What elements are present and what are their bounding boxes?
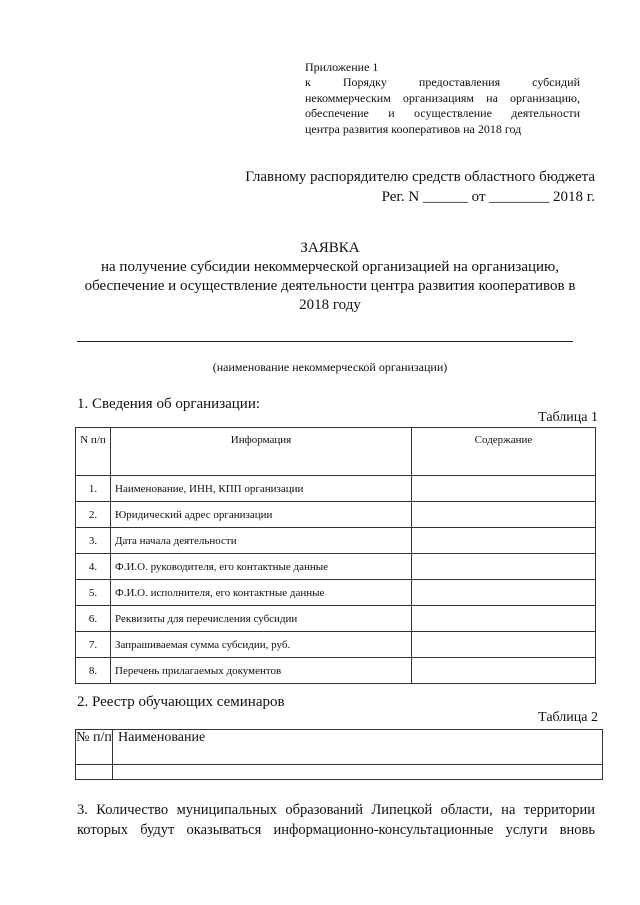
row-content-cell[interactable] <box>412 502 596 528</box>
column-header-name: Наименование <box>113 730 603 765</box>
row-content-cell[interactable] <box>412 554 596 580</box>
appendix-line: центра развития кооперативов на 2018 год <box>305 121 522 136</box>
table-row <box>76 606 596 632</box>
row-number: 3. <box>76 528 111 554</box>
row-info: Юридический адрес организации <box>111 502 412 528</box>
table-row <box>76 765 603 780</box>
application-subtitle-line: на получение субсидии некоммерческой организацией на организацию, <box>101 259 559 275</box>
column-header-content: Содержание <box>412 428 596 476</box>
application-subtitle-line: обеспечение и осуществление деятельности центра развития кооперативов в <box>84 278 576 294</box>
appendix-title: Приложение 1 <box>305 60 379 74</box>
column-header-info: Информация <box>111 428 412 476</box>
row-info: Запрашиваемая сумма субсидии, руб. <box>111 632 412 658</box>
row-content-cell[interactable] <box>412 528 596 554</box>
row-number: 8. <box>76 658 111 684</box>
table-row <box>76 502 596 528</box>
row-number: 6. <box>76 606 111 632</box>
row-number: 1. <box>76 476 111 502</box>
row-content-cell[interactable] <box>412 632 596 658</box>
application-heading: ЗАЯВКА <box>300 240 360 256</box>
row-content-cell[interactable] <box>412 606 596 632</box>
appendix-line: некоммерческим организациям на организацию, <box>305 90 580 105</box>
section-2-title: 2. Реестр обучающих семинаров <box>77 694 285 710</box>
table-header-row <box>76 428 596 476</box>
column-header-num: № п/п <box>76 730 113 765</box>
appendix-note <box>305 60 580 137</box>
column-header-num <box>76 428 111 476</box>
table-row <box>76 528 596 554</box>
table-row <box>76 632 596 658</box>
paragraph-line: которых будут оказываться информационно-консультационные услуги вновь <box>77 822 595 838</box>
empty-cell[interactable] <box>113 765 603 780</box>
organization-info-table <box>75 427 596 684</box>
addressee-line: Главному распорядителю средств областного бюджета <box>245 169 595 185</box>
organization-name-field[interactable] <box>77 341 573 342</box>
table-row <box>76 580 596 606</box>
section-1-title: 1. Сведения об организации: <box>77 396 261 412</box>
row-content-cell[interactable] <box>412 476 596 502</box>
section-3-paragraph <box>77 800 595 840</box>
organization-name-caption: (наименование некоммерческой организации) <box>212 360 448 374</box>
table-2-label: Таблица 2 <box>538 710 598 725</box>
table-row <box>76 554 596 580</box>
row-info: Ф.И.О. исполнителя, его контактные данные <box>111 580 412 606</box>
appendix-line: к Порядку предоставления субсидий <box>305 75 580 90</box>
application-title <box>40 239 620 315</box>
seminars-registry-table <box>75 729 603 780</box>
addressee-block <box>245 167 595 207</box>
table-row <box>76 658 596 684</box>
row-content-cell[interactable] <box>412 658 596 684</box>
row-number: 7. <box>76 632 111 658</box>
row-info: Ф.И.О. руководителя, его контактные данные <box>111 554 412 580</box>
row-info: Дата начала деятельности <box>111 528 412 554</box>
empty-cell[interactable] <box>76 765 113 780</box>
column-header-num-text: N п/п <box>80 434 106 446</box>
row-number: 5. <box>76 580 111 606</box>
application-subtitle-line: 2018 году <box>299 297 361 313</box>
row-info: Наименование, ИНН, КПП организации <box>111 476 412 502</box>
appendix-line: обеспечение и осуществление деятельности <box>305 106 580 121</box>
row-content-cell[interactable] <box>412 580 596 606</box>
table-1-label: Таблица 1 <box>538 410 598 425</box>
row-number: 2. <box>76 502 111 528</box>
row-info: Перечень прилагаемых документов <box>111 658 412 684</box>
row-number: 4. <box>76 554 111 580</box>
paragraph-line: 3. Количество муниципальных образований Липецкой области, на территории <box>77 802 595 818</box>
row-info: Реквизиты для перечисления субсидии <box>111 606 412 632</box>
table-header-row <box>76 730 603 765</box>
table-row <box>76 476 596 502</box>
registration-line: Рег. N ______ от ________ 2018 г. <box>381 189 595 205</box>
